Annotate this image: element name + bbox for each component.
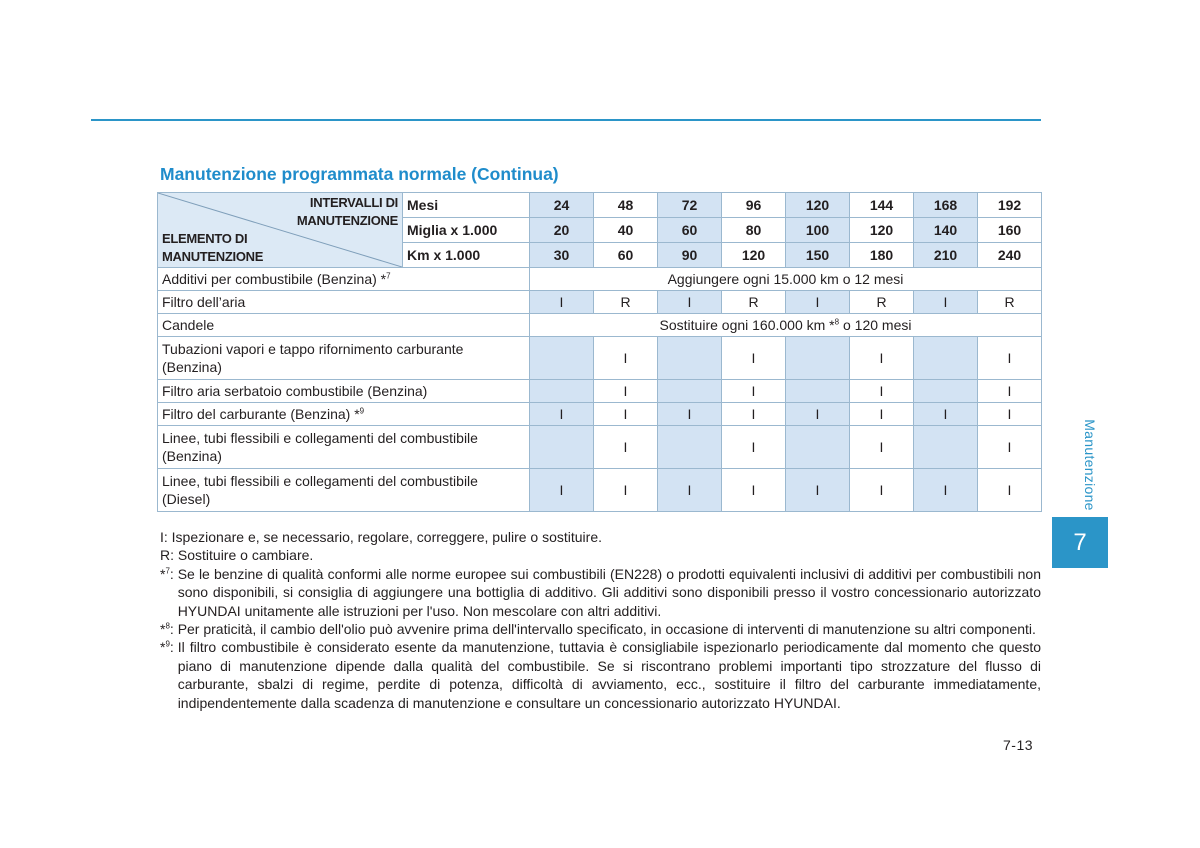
footnote-text: Per praticità, il cambio dell'olio può avvenire prima dell'intervallo specificato, in occasione di interventi di manutenzione su altri componenti. (177, 621, 1036, 638)
table-body (158, 193, 1042, 512)
table-row (158, 314, 1042, 337)
schedule-cell: I (914, 291, 978, 314)
header-value: 240 (978, 243, 1042, 268)
header-value: 210 (914, 243, 978, 268)
footnote-marker: *$^7$: (160, 565, 178, 582)
schedule-cell (786, 426, 850, 469)
header-value: 24 (530, 193, 594, 218)
schedule-cell (658, 426, 722, 469)
header-value: 120 (722, 243, 786, 268)
schedule-cell: I (914, 403, 978, 426)
maintenance-item: Filtro dell’aria (158, 291, 530, 314)
schedule-cell: I (850, 426, 914, 469)
schedule-cell: I (594, 469, 658, 512)
header-value: 168 (914, 193, 978, 218)
schedule-cell (658, 337, 722, 380)
maintenance-item: Linee, tubi flessibili e collegamenti del combustibile (Diesel) (158, 469, 530, 512)
header-value: 180 (850, 243, 914, 268)
corner-intervals-label: INTERVALLI DI MANUTENZIONE (296, 195, 398, 228)
maintenance-item: Linee, tubi flessibili e collegamenti del combustibile (Benzina) (158, 426, 530, 469)
schedule-cell: I (530, 469, 594, 512)
header-value: 48 (594, 193, 658, 218)
schedule-cell (530, 380, 594, 403)
legend-inspect: I: Ispezionare e, se necessario, regolare, correggere, pulire o sostituire. (160, 529, 603, 545)
chapter-side-label: Manutenzione (1082, 419, 1098, 511)
schedule-note-cell: Sostituire ogni 160.000 km *$^8$ o 120 mesi (530, 314, 1042, 337)
schedule-cell (914, 426, 978, 469)
header-value: 150 (786, 243, 850, 268)
schedule-cell: I (978, 469, 1042, 512)
corner-item-label: ELEMENTO DI MANUTENZIONE (162, 231, 264, 264)
schedule-cell: I (594, 426, 658, 469)
header-label-miles: Miglia x 1.000 (403, 218, 530, 243)
schedule-cell: I (530, 403, 594, 426)
schedule-cell: R (594, 291, 658, 314)
schedule-cell: I (658, 403, 722, 426)
header-value: 100 (786, 218, 850, 243)
schedule-cell: I (594, 380, 658, 403)
header-value: 40 (594, 218, 658, 243)
header-value: 20 (530, 218, 594, 243)
schedule-cell: R (850, 291, 914, 314)
schedule-cell: I (722, 380, 786, 403)
schedule-cell: I (786, 469, 850, 512)
header-rule (91, 119, 1041, 121)
schedule-cell: I (658, 469, 722, 512)
table-row (158, 268, 1042, 291)
schedule-cell: R (978, 291, 1042, 314)
header-value: 96 (722, 193, 786, 218)
schedule-cell: I (786, 403, 850, 426)
header-value: 192 (978, 193, 1042, 218)
footnote-marker: *$^8$: (160, 621, 178, 638)
schedule-cell (786, 380, 850, 403)
schedule-cell: I (978, 337, 1042, 380)
maintenance-item: Filtro del carburante (Benzina) *$^9$ (158, 403, 530, 426)
schedule-cell: I (978, 403, 1042, 426)
footnote-8 (160, 620, 1041, 638)
schedule-cell (914, 337, 978, 380)
schedule-cell: I (722, 426, 786, 469)
table-row (158, 426, 1042, 469)
maintenance-item: Tubazioni vapori e tappo rifornimento carburante (Benzina) (158, 337, 530, 380)
schedule-cell (530, 426, 594, 469)
schedule-cell (530, 337, 594, 380)
chapter-tab: 7 (1052, 517, 1108, 568)
schedule-cell: I (914, 469, 978, 512)
header-label-km: Km x 1.000 (403, 243, 530, 268)
header-value: 60 (658, 218, 722, 243)
header-value: 80 (722, 218, 786, 243)
schedule-cell: I (850, 403, 914, 426)
table-row (158, 337, 1042, 380)
schedule-cell: I (594, 403, 658, 426)
schedule-cell: I (722, 469, 786, 512)
table-row (158, 469, 1042, 512)
legend-replace: R: Sostituire o cambiare. (160, 547, 314, 564)
maintenance-item: Filtro aria serbatoio combustibile (Benzina) (158, 380, 530, 403)
schedule-cell: I (850, 469, 914, 512)
page-number: 7-13 (1003, 737, 1034, 753)
schedule-cell: I (530, 291, 594, 314)
footnote-text: Se le benzine di qualità conformi alle norme europee sui combustibili (EN228) o prodotti equivalenti inclusivi di additivi per combustibili non sono disponibili, si consiglia di aggiungere una bottiglia di additivo. Gli additivi sono disponibili presso il vostro concessionario autorizzato HYUNDAI unitamente alle istruzioni per l'uso. Non mescolare con altri additivi. (177, 565, 1041, 619)
header-value: 90 (658, 243, 722, 268)
header-value: 60 (594, 243, 658, 268)
table-row (158, 403, 1042, 426)
footnote-9 (160, 638, 1041, 712)
schedule-note-cell: Aggiungere ogni 15.000 km o 12 mesi (530, 268, 1042, 291)
header-row-months (158, 193, 1042, 218)
maintenance-schedule-table (157, 192, 1042, 512)
schedule-cell: I (594, 337, 658, 380)
footnote-7 (160, 565, 1041, 620)
maintenance-item: Candele (158, 314, 530, 337)
schedule-cell: I (850, 380, 914, 403)
section-title: Manutenzione programmata normale (Continua) (160, 164, 559, 184)
table-row (158, 291, 1042, 314)
header-value: 140 (914, 218, 978, 243)
header-value: 144 (850, 193, 914, 218)
schedule-cell: R (722, 291, 786, 314)
table-row (158, 380, 1042, 403)
schedule-cell: I (722, 403, 786, 426)
header-value: 30 (530, 243, 594, 268)
footnote-text: Il filtro combustibile è considerato esente da manutenzione, tuttavia è consigliabile ispezionarlo periodicamente dal momento che questo piano di manutenzione dipende dalla qualità del combustibile. Se si riscontrano problemi importanti tipo strozzature del flusso di carburante, sbalzi di regime, perdite di potenza, difficoltà di avviamento, ecc., sostituire il filtro del carburante immediatamente, indipendentemente dalla scadenza di manutenzione e consultare un concessionario autorizzato HYUNDAI. (177, 639, 1041, 711)
schedule-cell: I (850, 337, 914, 380)
header-corner-cell (158, 193, 403, 268)
header-value: 160 (978, 218, 1042, 243)
schedule-cell: I (786, 291, 850, 314)
schedule-cell: I (978, 380, 1042, 403)
header-value: 120 (786, 193, 850, 218)
schedule-cell: I (658, 291, 722, 314)
schedule-cell: I (978, 426, 1042, 469)
maintenance-item: Additivi per combustibile (Benzina) *$^7$ (158, 268, 530, 291)
header-value: 72 (658, 193, 722, 218)
footnote-marker: *$^9$: (160, 639, 178, 656)
footnotes (160, 528, 1041, 712)
schedule-cell (914, 380, 978, 403)
schedule-cell (786, 337, 850, 380)
schedule-cell (658, 380, 722, 403)
header-value: 120 (850, 218, 914, 243)
schedule-cell: I (722, 337, 786, 380)
header-label-months: Mesi (403, 193, 530, 218)
